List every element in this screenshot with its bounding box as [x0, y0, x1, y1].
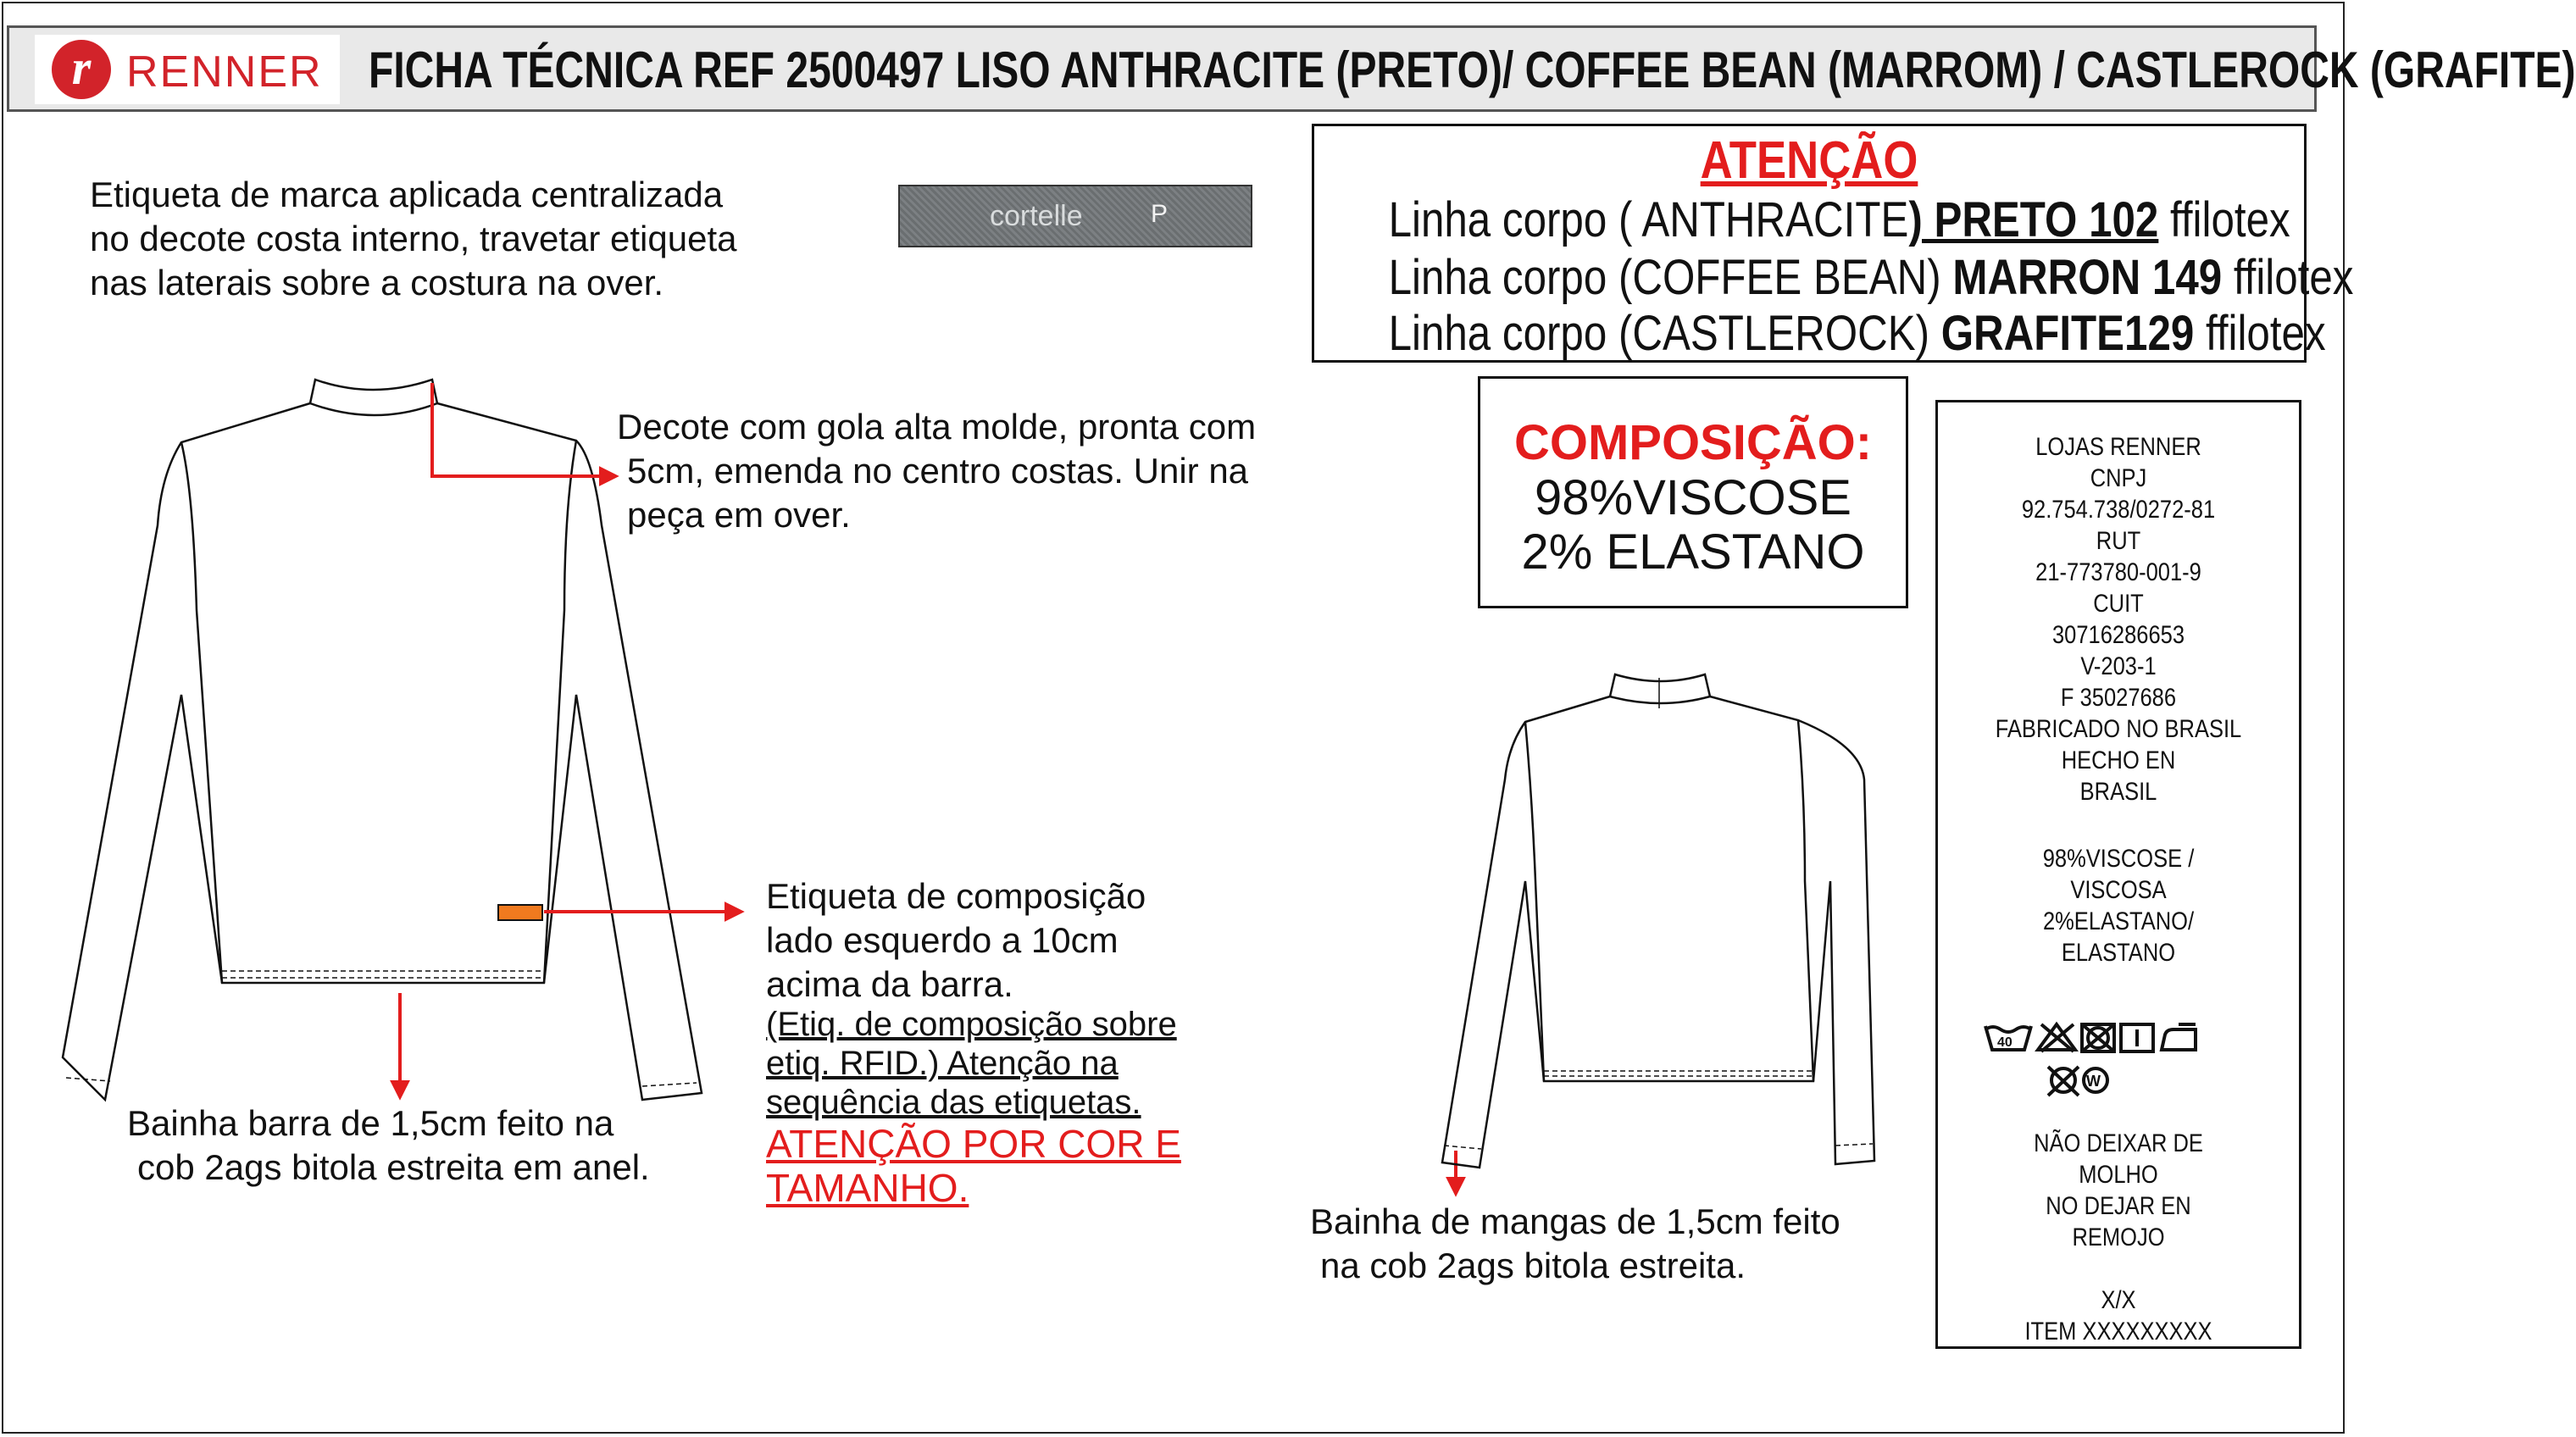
care-label-line: CUIT [2093, 590, 2144, 618]
attention-line-suffix: ffilotex [2222, 250, 2354, 305]
note-line: cob 2ags bitola estreita em anel. [137, 1147, 650, 1187]
composition-label-tag [498, 905, 542, 920]
note-line: Etiqueta de marca aplicada centralizada [90, 175, 724, 214]
care-label-line: NÃO DEIXAR DE [2034, 1129, 2203, 1157]
care-label-line: NO DEJAR EN [2046, 1192, 2191, 1220]
attention-line-bold: GRAFITE129 [1940, 306, 2195, 361]
attention-line-bold: MARRON 149 [1952, 250, 2223, 305]
care-label-line: LOJAS RENNER [2035, 433, 2201, 461]
note-line: acima da barra. [766, 964, 1013, 1004]
svg-text:W: W [2086, 1073, 2101, 1090]
note-line: Bainha de mangas de 1,5cm feito [1310, 1201, 1840, 1241]
note-line: lado esquerdo a 10cm [766, 920, 1119, 960]
note-line: 5cm, emenda no centro costas. Unir na [627, 451, 1249, 491]
care-label-line: X/X [2101, 1286, 2136, 1314]
composition-title: COMPOSIÇÃO: [1513, 415, 1873, 470]
attention-line-prefix: Linha corpo (COFFEE BEAN) [1388, 250, 1953, 305]
brand-label-name: cortelle [990, 200, 1083, 232]
note-line: Etiqueta de composição [766, 876, 1146, 916]
attention-line-prefix: Linha corpo (CASTLEROCK) [1388, 306, 1941, 361]
care-label-line: CNPJ [2090, 464, 2147, 492]
note-line: na cob 2ags bitola estreita. [1320, 1246, 1746, 1285]
attention-line-prefix: Linha corpo ( ANTHRACITE [1388, 192, 1909, 247]
care-label-line: ITEM XXXXXXXXX [2024, 1318, 2212, 1345]
care-label-line: BRASIL [2079, 778, 2157, 806]
note-line: no decote costa interno, travetar etiqueta [90, 219, 737, 258]
renner-logo-letter: r [71, 40, 92, 95]
note-line: nas laterais sobre a costura na over. [90, 263, 664, 302]
care-label-line: HECHO EN [2061, 746, 2176, 774]
care-label-line: 21-773780-001-9 [2035, 558, 2201, 586]
note-line: ATENÇÃO POR COR E [766, 1122, 1181, 1166]
care-label-line: MOLHO [2079, 1161, 2158, 1189]
back-view-shirt [1442, 674, 1874, 1168]
care-label-composition-line: 2%ELASTANO/ [2042, 907, 2195, 935]
svg-text:40: 40 [1997, 1035, 2012, 1050]
note-line: Bainha barra de 1,5cm feito na [127, 1103, 614, 1143]
brand-label-size: P [1151, 200, 1169, 228]
front-collar [310, 380, 437, 415]
care-label-line: F 35027686 [2060, 684, 2177, 712]
page-title: FICHA TÉCNICA REF 2500497 LISO ANTHRACITE (PRETO)/ COFFEE BEAN (MARROM) / CASTLEROCK (GRAFITE) [369, 42, 2576, 98]
note-line: etiq. RFID.) Atenção na [766, 1045, 1119, 1082]
attention-line-bold: ) PRETO 102 [1908, 192, 2159, 247]
care-label-line: FABRICADO NO BRASIL [1995, 715, 2242, 743]
note-line: sequência das etiquetas. [766, 1084, 1141, 1121]
attention-title: ATENÇÃO [1700, 131, 1918, 190]
note-line: (Etiq. de composição sobre [766, 1006, 1177, 1043]
care-label-composition-line: VISCOSA [2070, 876, 2167, 904]
care-label-line: V-203-1 [2080, 652, 2157, 680]
care-label-composition-line: 98%VISCOSE / [2042, 845, 2195, 873]
attention-line-suffix: ffilotex [2194, 306, 2326, 361]
care-label-composition-line: ELASTANO [2061, 939, 2176, 967]
composition-line: 98%VISCOSE [1535, 470, 1852, 525]
care-label-line: 92.754.738/0272-81 [2021, 496, 2216, 524]
composition-line: 2% ELASTANO [1521, 524, 1865, 580]
care-label-line: REMOJO [2072, 1223, 2165, 1251]
care-label-line: RUT [2096, 527, 2141, 555]
note-line: Decote com gola alta molde, pronta com [617, 407, 1257, 447]
care-label-line: 30716286653 [2051, 621, 2185, 649]
renner-logo-word: RENNER [126, 47, 323, 97]
front-view-shirt [63, 380, 702, 1100]
attention-line-suffix: ffilotex [2158, 192, 2290, 247]
note-line: TAMANHO. [766, 1166, 969, 1210]
note-line: peça em over. [627, 495, 851, 535]
